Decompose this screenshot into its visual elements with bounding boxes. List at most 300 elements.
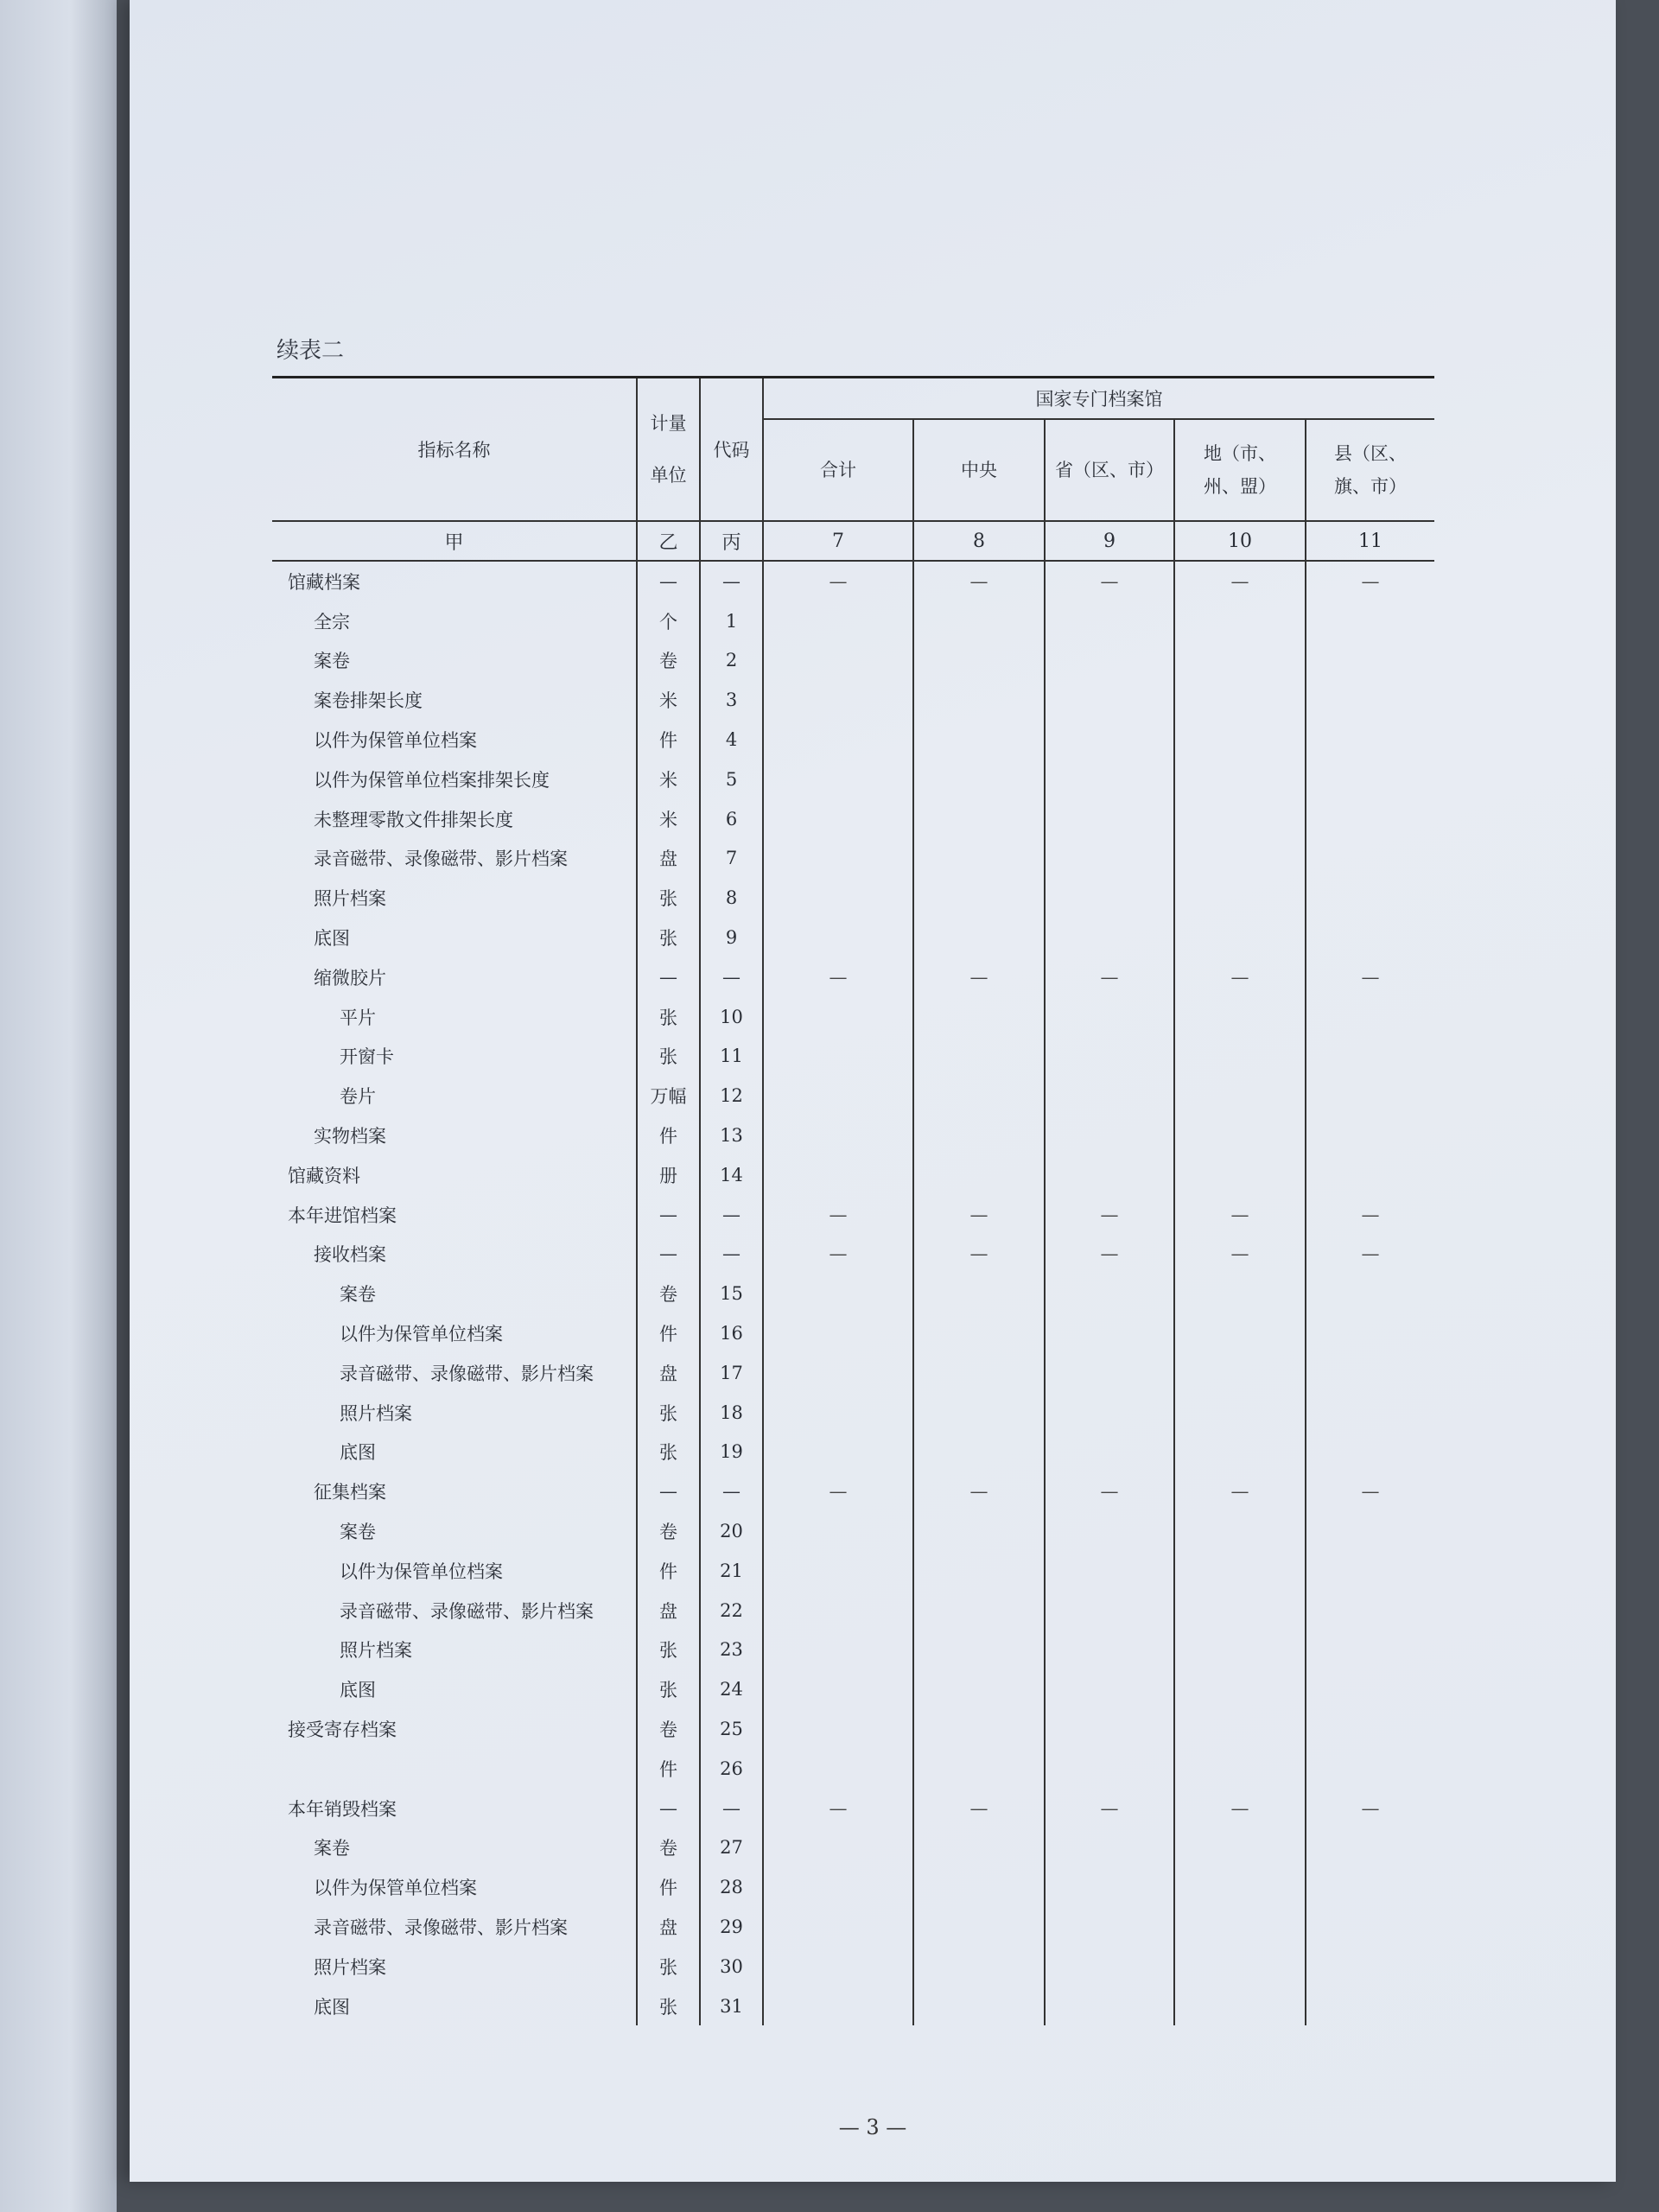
code-cell: 8: [700, 878, 763, 918]
value-cell: [1174, 1709, 1306, 1749]
unit-cell: 张: [637, 1669, 700, 1709]
value-cell: —: [1174, 1195, 1306, 1235]
value-cell: [763, 918, 913, 957]
unit-cell: 盘: [637, 1907, 700, 1947]
value-cell: [1045, 760, 1174, 799]
unit-cell: 米: [637, 680, 700, 720]
table-row: [272, 997, 1434, 1037]
value-cell: —: [1045, 1195, 1174, 1235]
value-cell: [1174, 1274, 1306, 1313]
value-cell: —: [763, 1471, 913, 1511]
value-cell: [1306, 720, 1434, 760]
value-cell: [763, 1828, 913, 1868]
value-cell: [1306, 1947, 1434, 1986]
unit-cell: —: [637, 1789, 700, 1828]
indicator-name: 实物档案: [314, 1126, 386, 1147]
code-cell: 23: [700, 1630, 763, 1670]
value-cell: —: [1045, 1789, 1174, 1828]
code-cell: 11: [700, 1037, 763, 1077]
value-cell: [1174, 1669, 1306, 1709]
code-row-11: 11: [1306, 521, 1434, 561]
value-cell: [1306, 1433, 1434, 1472]
indicator-name: 底图: [314, 928, 350, 950]
indicator-name: 未整理零散文件排架长度: [314, 809, 513, 830]
code-row-b: 乙: [637, 521, 700, 561]
header-col-central: [913, 419, 1045, 521]
value-cell: [913, 760, 1045, 799]
value-cell: [763, 760, 913, 799]
value-cell: [1045, 1037, 1174, 1077]
value-cell: [913, 799, 1045, 839]
value-cell: [1174, 641, 1306, 681]
value-cell: [763, 601, 913, 641]
value-cell: [763, 1867, 913, 1907]
value-cell: [763, 1433, 913, 1472]
value-cell: —: [913, 1195, 1045, 1235]
indicator-name: 征集档案: [314, 1482, 386, 1503]
value-cell: —: [913, 561, 1045, 601]
code-cell: 6: [700, 799, 763, 839]
value-cell: [1045, 918, 1174, 957]
table-row: [272, 760, 1434, 799]
value-cell: [913, 601, 1045, 641]
value-cell: [1045, 1630, 1174, 1670]
unit-cell: 张: [637, 878, 700, 918]
value-cell: [1306, 1591, 1434, 1630]
indicator-name: 录音磁带、录像磁带、影片档案: [314, 849, 568, 870]
indicator-name: 照片档案: [314, 888, 386, 910]
value-cell: —: [913, 1471, 1045, 1511]
indicator-name: 馆藏档案: [288, 571, 360, 593]
indicator-name: 案卷排架长度: [314, 690, 423, 712]
header-col-central-label: 中央: [961, 460, 997, 480]
value-cell: —: [1306, 1789, 1434, 1828]
value-cell: [913, 1947, 1045, 1986]
table-row: [272, 1195, 1434, 1235]
value-cell: [1306, 1511, 1434, 1551]
code-cell: —: [700, 1789, 763, 1828]
unit-cell: 万幅: [637, 1076, 700, 1116]
unit-cell: 件: [637, 1749, 700, 1789]
value-cell: [1306, 1630, 1434, 1670]
value-cell: [1045, 1986, 1174, 2026]
code-cell: 28: [700, 1867, 763, 1907]
value-cell: [913, 641, 1045, 681]
value-cell: [1174, 1828, 1306, 1868]
value-cell: [1045, 1709, 1174, 1749]
code-cell: 18: [700, 1393, 763, 1433]
table-row: [272, 918, 1434, 957]
document-page: [130, 0, 1616, 2182]
value-cell: [1174, 1037, 1306, 1077]
value-cell: —: [913, 957, 1045, 997]
table-row: [272, 680, 1434, 720]
indicator-name: 本年销毁档案: [288, 1798, 397, 1820]
value-cell: [1045, 1155, 1174, 1195]
value-cell: [913, 997, 1045, 1037]
value-cell: [913, 878, 1045, 918]
code-cell: 7: [700, 839, 763, 879]
value-cell: [763, 1907, 913, 1947]
table-row: [272, 1393, 1434, 1433]
unit-cell: 卷: [637, 1828, 700, 1868]
value-cell: [913, 1116, 1045, 1155]
value-cell: [1174, 1116, 1306, 1155]
table-row: [272, 720, 1434, 760]
value-cell: [1174, 1511, 1306, 1551]
value-cell: —: [763, 561, 913, 601]
value-cell: [1306, 1551, 1434, 1591]
code-cell: 29: [700, 1907, 763, 1947]
value-cell: [1174, 1591, 1306, 1630]
value-cell: [913, 1669, 1045, 1709]
table-row: [272, 1749, 1434, 1789]
table-row: [272, 1986, 1434, 2026]
value-cell: [1306, 1274, 1434, 1313]
header-col-province: [1045, 419, 1174, 521]
unit-cell: 卷: [637, 1709, 700, 1749]
value-cell: [1174, 1630, 1306, 1670]
code-row-9: 9: [1045, 521, 1174, 561]
value-cell: [1174, 680, 1306, 720]
table-row: [272, 641, 1434, 681]
value-cell: [1306, 1076, 1434, 1116]
value-cell: —: [763, 1789, 913, 1828]
value-cell: [1174, 839, 1306, 879]
table-row: [272, 1828, 1434, 1868]
value-cell: [1306, 1828, 1434, 1868]
indicator-name: 底图: [340, 1442, 376, 1464]
value-cell: [1045, 1669, 1174, 1709]
table-title: 续表二: [276, 338, 345, 364]
value-cell: [1045, 1828, 1174, 1868]
value-cell: —: [913, 1235, 1045, 1274]
unit-cell: 件: [637, 1116, 700, 1155]
value-cell: [913, 680, 1045, 720]
unit-cell: 册: [637, 1155, 700, 1195]
value-cell: [1045, 997, 1174, 1037]
code-cell: —: [700, 1235, 763, 1274]
value-cell: [1045, 1433, 1174, 1472]
value-cell: —: [763, 1235, 913, 1274]
value-cell: [763, 1749, 913, 1789]
value-cell: —: [1174, 1789, 1306, 1828]
value-cell: [1045, 799, 1174, 839]
unit-cell: 卷: [637, 1274, 700, 1313]
value-cell: [1174, 918, 1306, 957]
code-cell: 31: [700, 1986, 763, 2026]
table-row: [272, 1630, 1434, 1670]
indicator-name: 以件为保管单位档案: [314, 730, 477, 752]
indicator-name: 照片档案: [340, 1640, 412, 1662]
indicator-name: 录音磁带、录像磁带、影片档案: [314, 1916, 568, 1938]
code-cell: 21: [700, 1551, 763, 1591]
value-cell: [913, 1828, 1045, 1868]
value-cell: [763, 799, 913, 839]
code-cell: —: [700, 561, 763, 601]
value-cell: [1045, 1749, 1174, 1789]
value-cell: [1045, 1116, 1174, 1155]
value-cell: [1306, 1155, 1434, 1195]
value-cell: [763, 1630, 913, 1670]
table-row: [272, 839, 1434, 879]
value-cell: [1174, 997, 1306, 1037]
indicator-name: 底图: [340, 1680, 376, 1701]
value-cell: —: [1045, 561, 1174, 601]
indicator-name: 以件为保管单位档案: [340, 1560, 503, 1582]
value-cell: [1306, 1749, 1434, 1789]
value-cell: [1306, 1669, 1434, 1709]
table-row: [272, 1669, 1434, 1709]
value-cell: [763, 997, 913, 1037]
value-cell: —: [1306, 561, 1434, 601]
indicator-name: 案卷: [340, 1284, 376, 1306]
value-cell: [763, 1986, 913, 2026]
value-cell: —: [1306, 1471, 1434, 1511]
code-cell: 25: [700, 1709, 763, 1749]
value-cell: [913, 1511, 1045, 1551]
indicator-name: 以件为保管单位档案: [340, 1324, 503, 1345]
value-cell: [1174, 601, 1306, 641]
unit-cell: —: [637, 957, 700, 997]
value-cell: [913, 1907, 1045, 1947]
code-cell: 9: [700, 918, 763, 957]
value-cell: [1045, 1076, 1174, 1116]
value-cell: [763, 1709, 913, 1749]
unit-cell: 件: [637, 1867, 700, 1907]
table-row: [272, 1116, 1434, 1155]
unit-cell: —: [637, 1195, 700, 1235]
indicator-name: 底图: [314, 1996, 350, 2018]
value-cell: [1174, 1907, 1306, 1947]
value-cell: [913, 1155, 1045, 1195]
code-cell: 14: [700, 1155, 763, 1195]
value-cell: [1045, 878, 1174, 918]
value-cell: [1045, 1947, 1174, 1986]
value-cell: [1045, 1511, 1174, 1551]
value-cell: [763, 641, 913, 681]
value-cell: [763, 1076, 913, 1116]
value-cell: [913, 1313, 1045, 1353]
value-cell: [913, 1867, 1045, 1907]
value-cell: —: [763, 1195, 913, 1235]
value-cell: [763, 839, 913, 879]
code-cell: —: [700, 1195, 763, 1235]
value-cell: [1174, 760, 1306, 799]
value-cell: [1045, 1393, 1174, 1433]
indicator-name: 案卷: [340, 1522, 376, 1543]
value-cell: [913, 1037, 1045, 1077]
table-row: [272, 1591, 1434, 1630]
table-row: [272, 1551, 1434, 1591]
indicator-name: 案卷: [314, 651, 350, 672]
value-cell: —: [1045, 1235, 1174, 1274]
table-row: [272, 1867, 1434, 1907]
code-cell: 5: [700, 760, 763, 799]
value-cell: [763, 1393, 913, 1433]
value-cell: [763, 1947, 913, 1986]
table-row: [272, 1353, 1434, 1393]
header-col-province-label: 省（区、市）: [1055, 460, 1164, 480]
value-cell: [763, 1551, 913, 1591]
code-cell: 4: [700, 720, 763, 760]
value-cell: —: [1306, 957, 1434, 997]
code-row-c: 丙: [700, 521, 763, 561]
header-col-county-line2: 旗、市）: [1334, 476, 1408, 497]
value-cell: —: [1045, 1471, 1174, 1511]
value-cell: [1306, 1393, 1434, 1433]
indicator-name: 案卷: [314, 1838, 350, 1859]
value-cell: —: [1174, 1235, 1306, 1274]
unit-cell: 件: [637, 1551, 700, 1591]
value-cell: —: [1306, 1235, 1434, 1274]
value-cell: [763, 1313, 913, 1353]
code-row-a: 甲: [272, 521, 637, 561]
value-cell: [763, 720, 913, 760]
table-row: [272, 1037, 1434, 1077]
indicator-name: 馆藏资料: [288, 1165, 360, 1186]
unit-cell: 张: [637, 1986, 700, 2026]
value-cell: [1174, 1551, 1306, 1591]
code-cell: 26: [700, 1749, 763, 1789]
value-cell: [1306, 997, 1434, 1037]
value-cell: [1306, 878, 1434, 918]
value-cell: [1306, 1867, 1434, 1907]
unit-cell: 件: [637, 720, 700, 760]
header-col-prefecture-line2: 州、盟）: [1204, 476, 1276, 497]
value-cell: [1306, 1353, 1434, 1393]
value-cell: [1174, 1867, 1306, 1907]
table-row: [272, 1433, 1434, 1472]
table-row: [272, 601, 1434, 641]
value-cell: [1306, 1907, 1434, 1947]
value-cell: [913, 1551, 1045, 1591]
value-cell: [763, 1037, 913, 1077]
unit-cell: 张: [637, 1630, 700, 1670]
value-cell: —: [1174, 957, 1306, 997]
indicator-name: 卷片: [340, 1086, 376, 1108]
code-cell: 19: [700, 1433, 763, 1472]
code-cell: 3: [700, 680, 763, 720]
code-cell: 1: [700, 601, 763, 641]
indicator-name: 以件为保管单位档案: [314, 1878, 477, 1899]
value-cell: [913, 1393, 1045, 1433]
unit-cell: 卷: [637, 641, 700, 681]
value-cell: [1045, 1274, 1174, 1313]
table-row: [272, 1155, 1434, 1195]
table-row: [272, 1313, 1434, 1353]
code-cell: 24: [700, 1669, 763, 1709]
value-cell: —: [913, 1789, 1045, 1828]
page-number: — 3 —: [838, 2115, 907, 2139]
table-row: [272, 1789, 1434, 1828]
indicator-name: 接收档案: [314, 1244, 386, 1266]
value-cell: [913, 1353, 1045, 1393]
value-cell: [1306, 641, 1434, 681]
value-cell: [763, 1511, 913, 1551]
table-row: [272, 957, 1434, 997]
value-cell: [1174, 1749, 1306, 1789]
header-unit-line2: 单位: [650, 465, 687, 486]
table-row: [272, 1907, 1434, 1947]
value-cell: [1045, 1551, 1174, 1591]
unit-cell: 张: [637, 997, 700, 1037]
value-cell: [1306, 1313, 1434, 1353]
unit-cell: 卷: [637, 1511, 700, 1551]
value-cell: —: [1174, 1471, 1306, 1511]
indicator-name: 照片档案: [340, 1402, 412, 1424]
value-cell: [1045, 1591, 1174, 1630]
code-cell: 12: [700, 1076, 763, 1116]
value-cell: [913, 1076, 1045, 1116]
unit-cell: —: [637, 561, 700, 601]
value-cell: [1306, 1037, 1434, 1077]
unit-cell: 张: [637, 1393, 700, 1433]
table-row: [272, 1511, 1434, 1551]
table-body: [272, 561, 1434, 2025]
unit-cell: 米: [637, 760, 700, 799]
code-row-8: 8: [913, 521, 1045, 561]
header-unit-line1: 计量: [650, 413, 687, 434]
code-cell: 27: [700, 1828, 763, 1868]
code-cell: —: [700, 1471, 763, 1511]
header-code: 代码: [700, 378, 763, 522]
value-cell: [1045, 1313, 1174, 1353]
value-cell: [763, 1353, 913, 1393]
header-col-prefecture-line1: 地（市、: [1204, 443, 1276, 464]
code-cell: 16: [700, 1313, 763, 1353]
value-cell: [1306, 601, 1434, 641]
table-row: [272, 1076, 1434, 1116]
unit-cell: 个: [637, 601, 700, 641]
value-cell: [1045, 641, 1174, 681]
table-row: [272, 1471, 1434, 1511]
value-cell: [913, 1274, 1045, 1313]
code-cell: 30: [700, 1947, 763, 1986]
value-cell: [913, 1749, 1045, 1789]
header-col-total-label: 合计: [820, 460, 856, 480]
unit-cell: 张: [637, 1947, 700, 1986]
table-row: [272, 1235, 1434, 1274]
value-cell: [1174, 1433, 1306, 1472]
unit-cell: 张: [637, 918, 700, 957]
code-cell: 15: [700, 1274, 763, 1313]
unit-cell: 件: [637, 1313, 700, 1353]
value-cell: [763, 1274, 913, 1313]
value-cell: [1306, 1709, 1434, 1749]
header-group: 国家专门档案馆: [763, 378, 1434, 420]
value-cell: [913, 1433, 1045, 1472]
value-cell: [913, 918, 1045, 957]
value-cell: [763, 1591, 913, 1630]
value-cell: [1174, 1155, 1306, 1195]
statistics-table: [272, 376, 1434, 2025]
value-cell: [763, 1669, 913, 1709]
unit-cell: 盘: [637, 1591, 700, 1630]
value-cell: [1045, 601, 1174, 641]
unit-cell: 米: [637, 799, 700, 839]
unit-cell: 张: [637, 1037, 700, 1077]
indicator-name: 录音磁带、录像磁带、影片档案: [340, 1600, 594, 1622]
indicator-name: 全宗: [314, 611, 350, 632]
indicator-name: 接受寄存档案: [288, 1719, 397, 1740]
value-cell: [1045, 720, 1174, 760]
header-col-prefecture: [1174, 419, 1306, 521]
value-cell: [1174, 1313, 1306, 1353]
value-cell: [763, 878, 913, 918]
table-row: [272, 561, 1434, 601]
indicator-name: 以件为保管单位档案排架长度: [314, 769, 550, 791]
